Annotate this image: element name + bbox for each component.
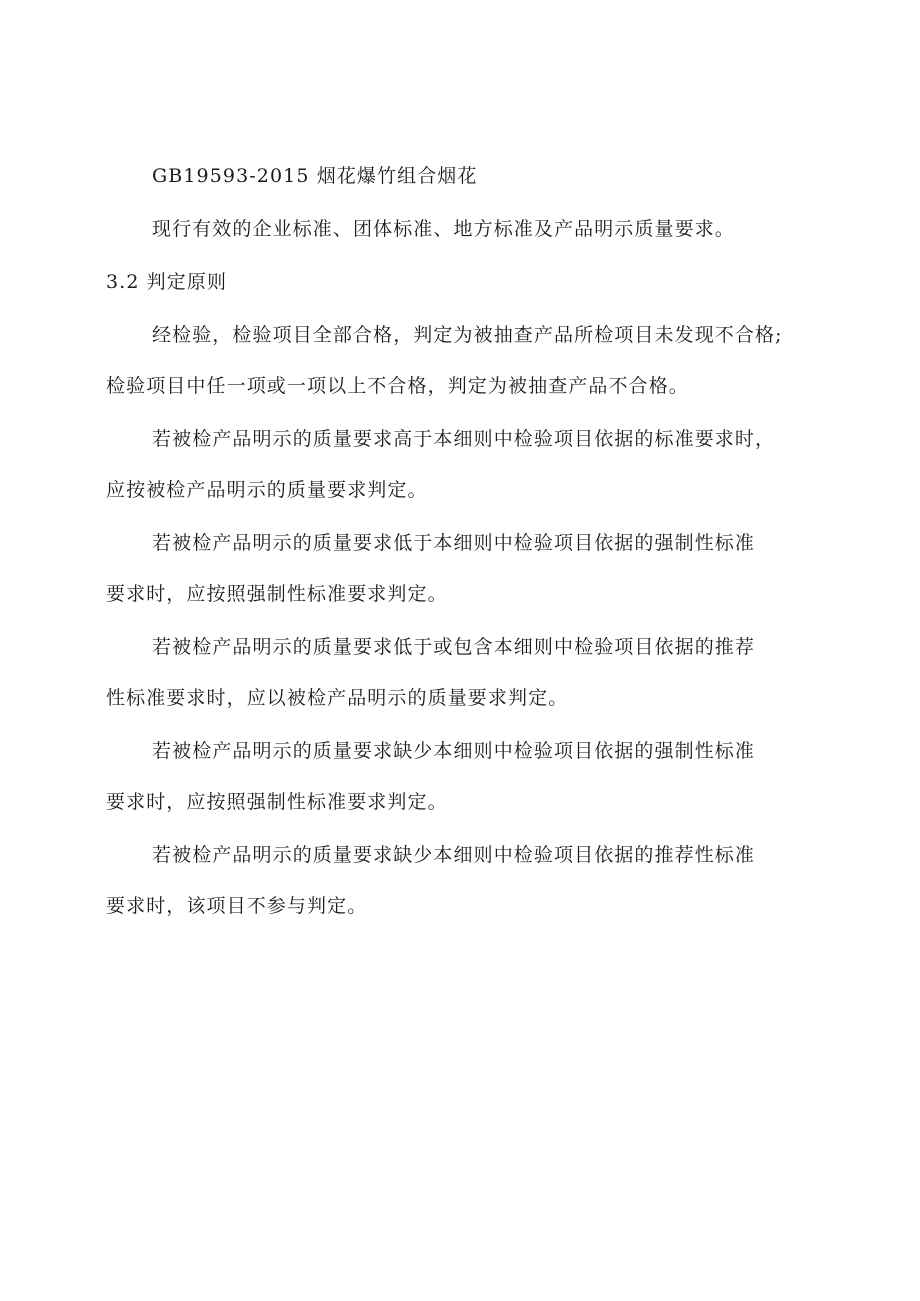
document-body (106, 163, 818, 946)
standard-line: GB19593-2015 烟花爆竹组合烟花 (152, 165, 478, 187)
paragraph-line: 若被检产品明示的质量要求低于或包含本细则中检验项目依据的推荐 (152, 636, 756, 658)
section-heading-text: 3.2 判定原则 (106, 271, 228, 293)
paragraph-line: 应按被检产品明示的质量要求判定。 (106, 479, 428, 501)
paragraph-4 (106, 634, 818, 711)
paragraph-line: 检验项目中任一项或一项以上不合格，判定为被抽查产品不合格。 (106, 375, 689, 397)
paragraph-line: 性标准要求时，应以被检产品明示的质量要求判定。 (106, 687, 569, 709)
paragraph-line: 若被检产品明示的质量要求缺少本细则中检验项目依据的推荐性标准 (152, 844, 756, 866)
paragraph-1 (106, 322, 818, 399)
section-heading (106, 269, 818, 295)
paragraph-2 (106, 426, 818, 503)
paragraph-line: 经检验，检验项目全部合格，判定为被抽查产品所检项目未发现不合格; (152, 324, 783, 346)
paragraph-3 (106, 530, 818, 607)
paragraph-line: 若被检产品明示的质量要求缺少本细则中检验项目依据的强制性标准 (152, 740, 756, 762)
enterprise-line: 现行有效的企业标准、团体标准、地方标准及产品明示质量要求。 (152, 218, 735, 240)
paragraph-line: 要求时，应按照强制性标准要求判定。 (106, 791, 448, 813)
paragraph-line: 要求时，该项目不参与判定。 (106, 895, 368, 917)
paragraph-6 (106, 842, 818, 919)
standard-reference (106, 163, 818, 189)
paragraph-line: 若被检产品明示的质量要求低于本细则中检验项目依据的强制性标准 (152, 532, 756, 554)
enterprise-standard-reference (106, 216, 818, 242)
paragraph-line: 若被检产品明示的质量要求高于本细则中检验项目依据的标准要求时， (152, 428, 776, 450)
paragraph-line: 要求时，应按照强制性标准要求判定。 (106, 583, 448, 605)
paragraph-5 (106, 738, 818, 815)
